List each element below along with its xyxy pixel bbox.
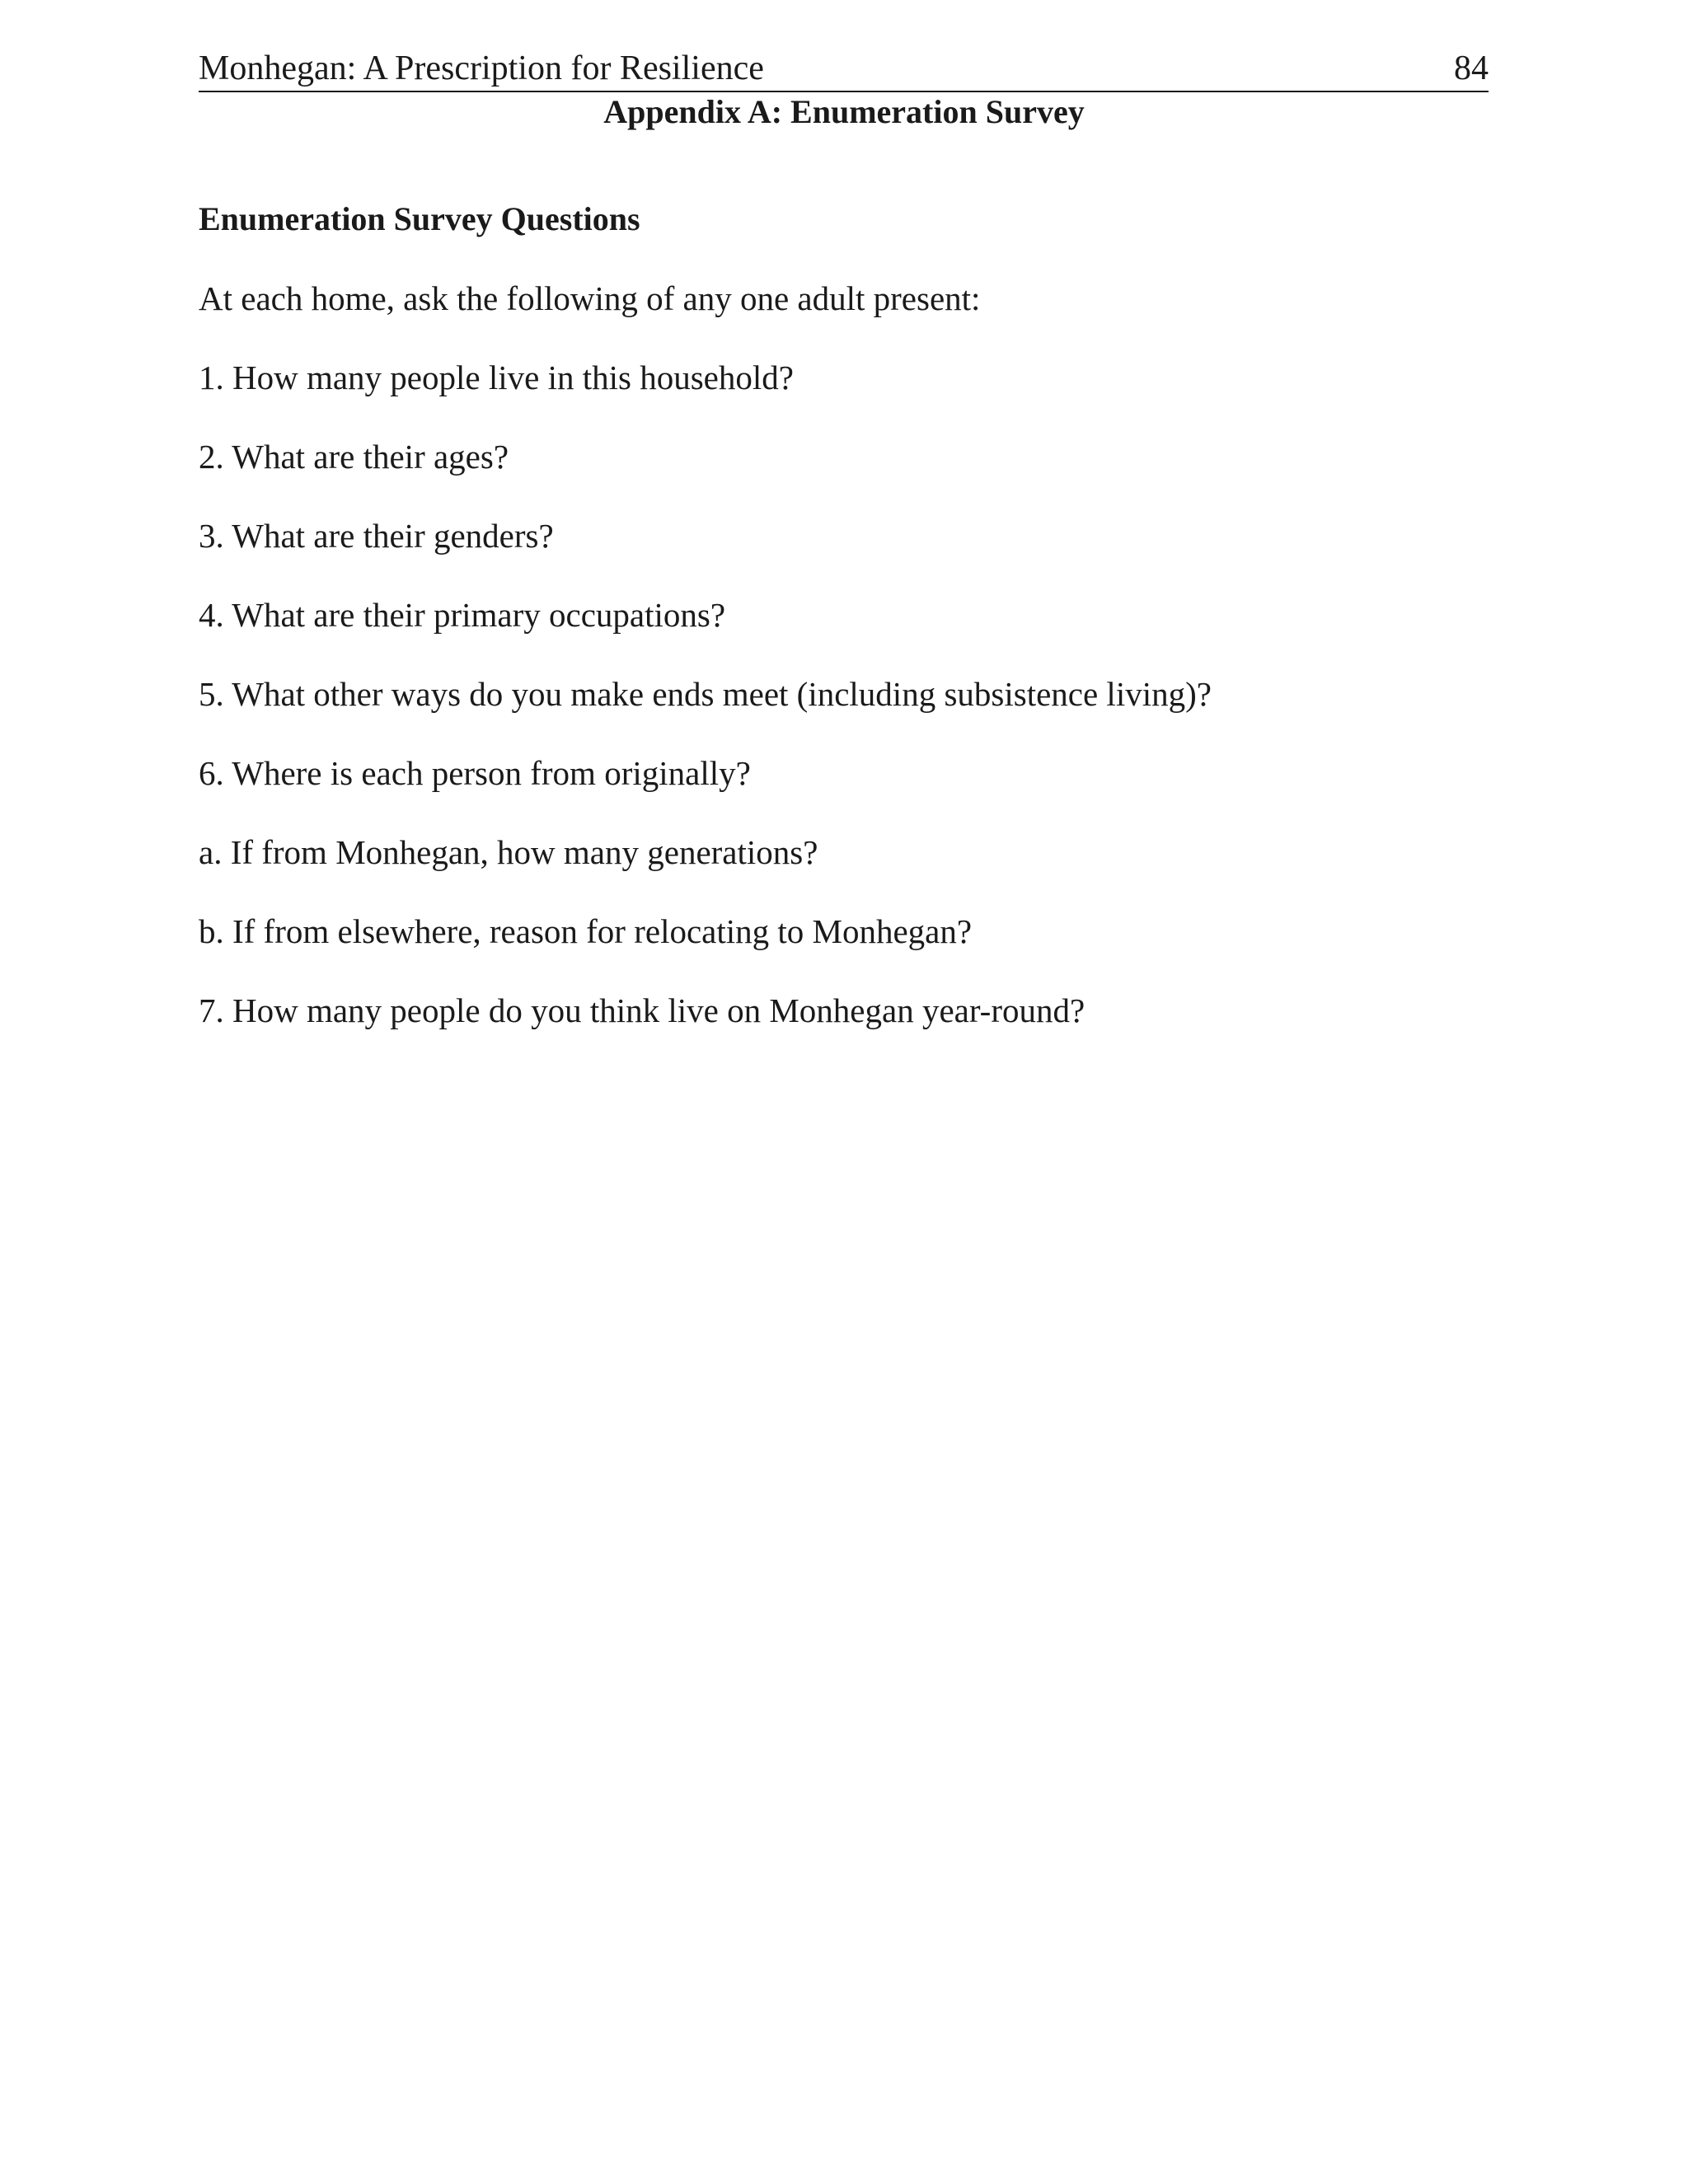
appendix-title: Appendix A: Enumeration Survey	[603, 93, 1085, 130]
intro-paragraph: At each home, ask the following of any one adult present:	[199, 279, 981, 317]
question-item: 2. What are their ages?	[199, 438, 509, 476]
page-number: 84	[1454, 49, 1489, 87]
question-item: 6. Where is each person from originally?	[199, 754, 751, 792]
question-subitem: a. If from Monhegan, how many generations?	[199, 833, 818, 871]
question-item: 7. How many people do you think live on Monhegan year-round?	[199, 991, 1085, 1029]
book-title: Monhegan: A Prescription for Resilience	[199, 49, 764, 87]
question-item: 3. What are their genders?	[199, 517, 554, 555]
running-header	[199, 48, 1489, 92]
question-item: 5. What other ways do you make ends meet (including subsistence living)?	[199, 675, 1212, 713]
question-item: 4. What are their primary occupations?	[199, 596, 726, 634]
question-list	[199, 354, 1212, 1066]
question-subitem: b. If from elsewhere, reason for relocating to Monhegan?	[199, 912, 973, 950]
question-item: 1. How many people live in this household?	[199, 359, 794, 396]
section-heading: Enumeration Survey Questions	[199, 200, 640, 237]
